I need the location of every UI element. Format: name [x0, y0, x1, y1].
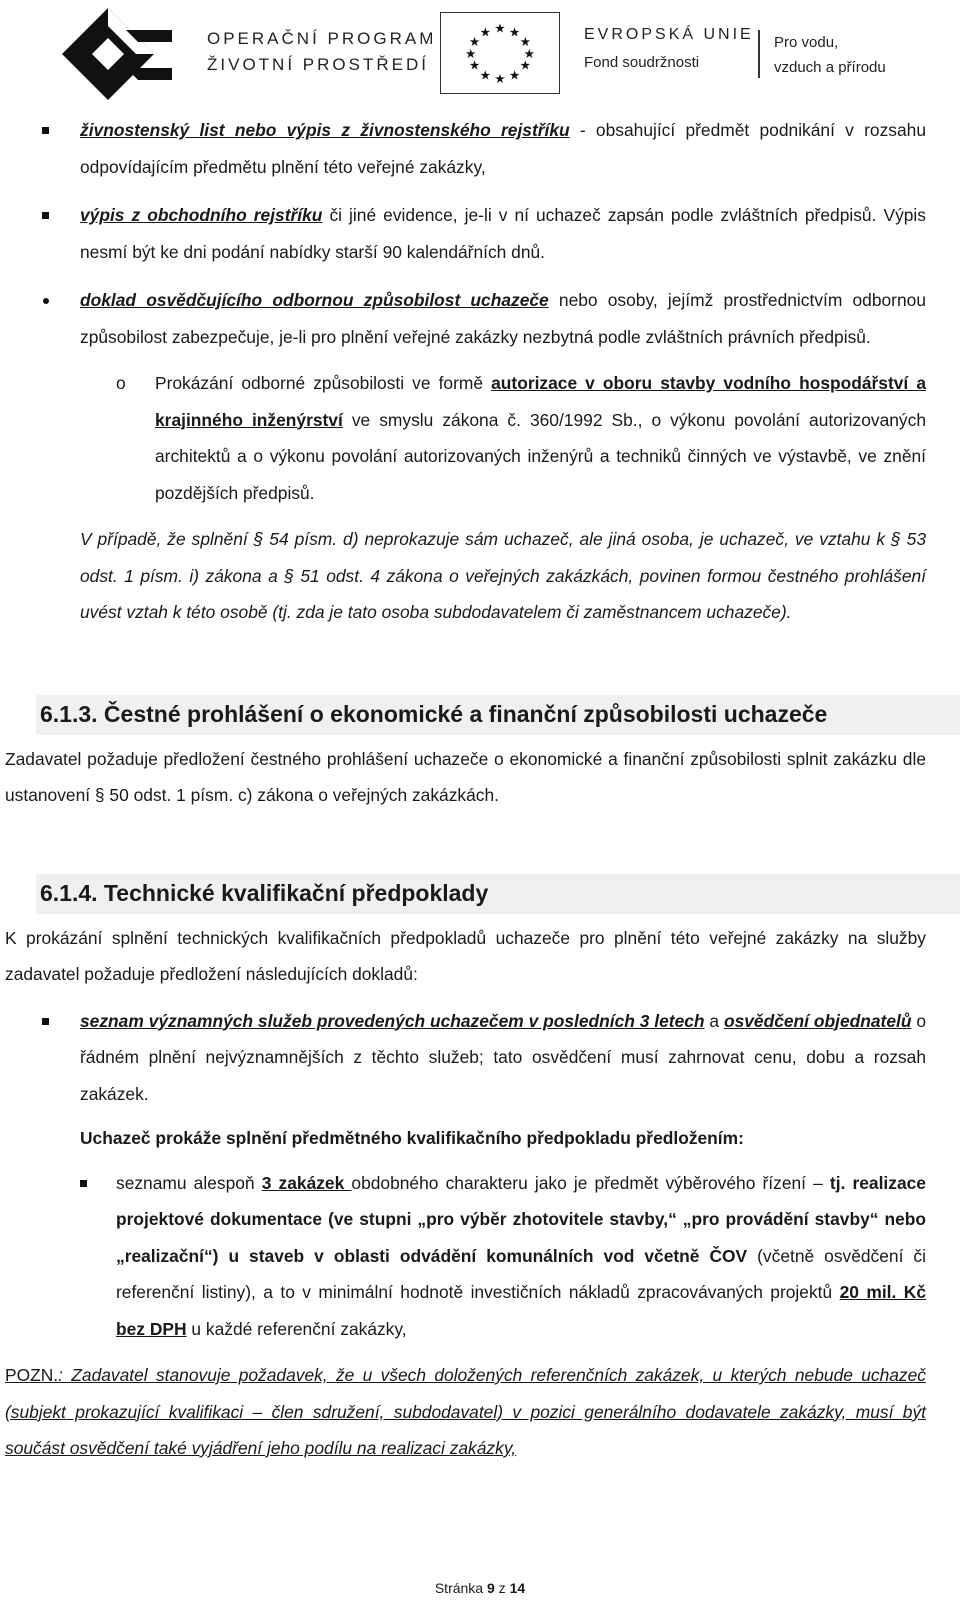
sub-item-bold-text: tj. realizace projektové dokumentace (ve stupni „pro výběr zhotovitele stavby,“ „pro provádění stavby“ nebo „realizační“) u staveb v oblasti odvádění komunálních vod včetně ČOV: [116, 1172, 926, 1266]
client-certificates-link: osvědčení objednatelů: [723, 1010, 912, 1031]
op-program-title: [207, 26, 436, 78]
contracts-count: 3 zakázek: [261, 1172, 352, 1193]
sub-item-text: u každé referenční zakázky,: [186, 1318, 407, 1339]
eu-title: EVROPSKÁ UNIE: [584, 26, 754, 43]
eu-flag-icon: [440, 12, 560, 94]
minimum-value: 20 mil. Kč bez DPH: [116, 1282, 927, 1339]
sub-item-text: obdobného charakteru jako je předmět výběrového řízení –: [351, 1172, 830, 1193]
slogan-line2: vzduch a přírodu: [774, 59, 886, 76]
svg-text:★: ★: [494, 71, 506, 87]
list-item-text: a: [704, 1010, 724, 1031]
round-bullet-icon: [43, 298, 49, 304]
slogan: [774, 30, 886, 80]
svg-text:★: ★: [508, 67, 521, 83]
document-requirement-link: živnostenský list nebo výpis z živnostenského rejstříku: [80, 120, 570, 140]
qualification-bold-line: Uchazeč prokáže splnění předmětného kvalifikačního předpokladu předložením:: [80, 1128, 744, 1148]
list-item-text: nebo osoby, jejímž prostřednictvím odbornou způsobilost zabezpečuje, je-li pro plnění veřejné zakázky nezbytná podle zvláštních právních předpisů.: [80, 290, 926, 347]
eu-fund: Fond soudržnosti: [584, 54, 700, 71]
square-bullet-icon: [42, 127, 49, 134]
svg-text:★: ★: [465, 45, 477, 61]
svg-text:★: ★: [508, 24, 521, 40]
header-divider: [758, 30, 760, 78]
pozn-note: [0, 1357, 960, 1467]
slogan-line1: Pro vodu,: [774, 34, 839, 51]
page-total: 14: [509, 1580, 526, 1596]
op-title-line2: ŽIVOTNÍ PROSTŘEDÍ: [207, 55, 429, 74]
op-zp-logo-icon: [62, 8, 180, 100]
list-item-text: či jiné evidence, je-li v ní uchazeč zapsán podle zvláštních předpisů. Výpis nesmí být ke dni podání nabídky starší 90 kalendářních dnů.: [80, 205, 926, 262]
sub-item-text: seznamu alespoň: [116, 1172, 262, 1193]
footer-separator: z: [494, 1580, 510, 1596]
page-header: [0, 0, 960, 108]
square-bullet-icon: [42, 1018, 49, 1025]
page-number: 9: [486, 1580, 495, 1596]
sub-item-text: (včetně osvědčení či referenční listiny), a to v minimální hodnotě investičních nákladů zpracovávaných projektů: [116, 1245, 926, 1302]
pozn-text: : Zadavatel stanovuje požadavek, že u všech doložených referenčních zakázek, u kterých nebude uchazeč (subjekt prokazující kvalifikaci – člen sdružení, subdodavatel) v pozici generálního dodavatele zakázky, musí být součást osvědčení také vyjádření jeho podílu na realizaci zakázky,: [5, 1365, 926, 1458]
section-614-text: K prokázání splnění technických kvalifikačních předpokladů uchazeče pro plnění této veřejné zakázky na služby zadavatel požaduje předložení následujících dokladů:: [5, 927, 926, 984]
services-list-link: seznam významných služeb provedených uchazečem v posledních 3 letech: [80, 1010, 705, 1031]
svg-text:★: ★: [494, 20, 506, 36]
list-item: [0, 282, 960, 355]
document-body: [0, 112, 960, 1467]
op-title-line1: OPERAČNÍ PROGRAM: [207, 29, 437, 48]
sub-list-item: [0, 365, 960, 511]
svg-text:★: ★: [468, 34, 481, 50]
document-requirement-link: doklad osvědčujícího odbornou způsobilost uchazeče: [80, 290, 549, 310]
document-requirement-link: výpis z obchodního rejstříku: [80, 205, 323, 225]
svg-text:★: ★: [523, 45, 535, 61]
list-item-text: o řádném plnění nejvýznamnějších z těchto služeb; tato osvědčení musí zahrnovat cenu, dobu a rozsah zakázek.: [80, 1010, 926, 1104]
svg-text:★: ★: [519, 34, 532, 50]
list-item: [0, 197, 960, 270]
section-heading-614: 6.1.4. Technické kvalifikační předpoklady: [36, 874, 960, 914]
svg-text:★: ★: [479, 24, 492, 40]
list-item-text: - obsahující předmět podnikání v rozsahu odpovídajícím předmětu plnění této veřejné zakázky,: [80, 120, 926, 177]
square-bullet-icon: [42, 212, 49, 219]
sub-list-marker: o: [116, 373, 126, 393]
svg-text:★: ★: [479, 67, 492, 83]
square-bullet-icon: [80, 1180, 87, 1187]
sub-item-text: Prokázání odborné způsobilosti ve formě: [155, 373, 492, 393]
page-footer: [0, 1580, 960, 1596]
section-613-text: Zadavatel požaduje předložení čestného prohlášení uchazeče o ekonomické a finanční způsobilosti splnit zakázku dle ustanovení § 50 odst. 1 písm. c) zákona o veřejných zakázkách.: [5, 748, 926, 805]
footer-prefix: Stránka: [434, 1580, 487, 1596]
note-paragraph: V případě, že splnění § 54 písm. d) neprokazuje sám uchazeč, ale jiná osoba, je uchazeč, ve vztahu k § 53 odst. 1 písm. i) zákona a § 51 odst. 4 zákona o veřejných zakázkách, povinen formou čestného prohlášení uvést vztah k této osobě (tj. zda je tato osoba subdodavatelem či zaměstnancem uchazeče).: [80, 529, 926, 622]
list-item: [0, 112, 960, 185]
svg-text:★: ★: [468, 57, 481, 73]
svg-text:★: ★: [519, 57, 532, 73]
pozn-label: POZN.: [5, 1365, 59, 1385]
section-heading-613: 6.1.3. Čestné prohlášení o ekonomické a finanční způsobilosti uchazeče: [36, 695, 960, 735]
authorization-link: autorizace v oboru stavby vodního hospodářství a krajinného inženýrství: [155, 373, 926, 430]
sub-item-text: ve smyslu zákona č. 360/1992 Sb., o výkonu povolání autorizovaných architektů a o výkonu povolání autorizovaných inženýrů a techniků činných ve výstavbě, ve znění pozdějších předpisů.: [155, 409, 926, 503]
list-item: [0, 1003, 960, 1113]
sub-list-item: [0, 1165, 960, 1348]
